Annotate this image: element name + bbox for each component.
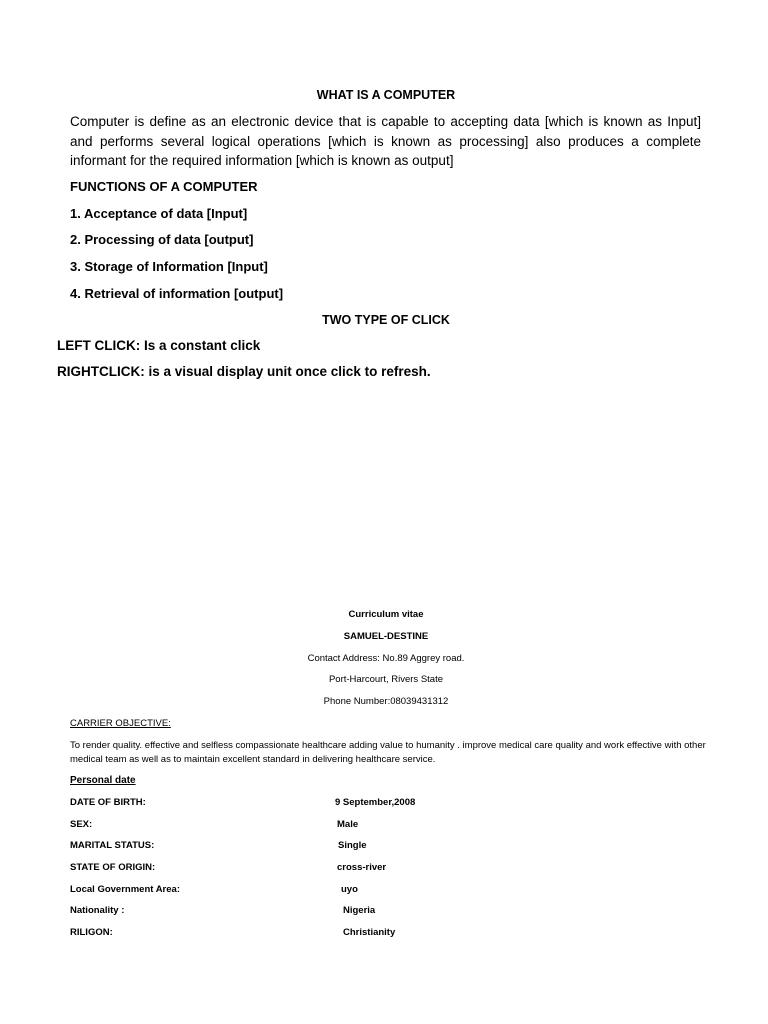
right-click-definition: RIGHTCLICK: is a visual display unit once click to refresh. <box>57 364 431 379</box>
detail-label-lga: Local Government Area: <box>70 884 180 895</box>
personal-data-label: Personal date <box>70 775 136 786</box>
function-item: 2. Processing of data [output] <box>70 232 254 247</box>
cv-address-line2: Port-Harcourt, Rivers State <box>328 674 444 685</box>
cv-name: SAMUEL-DESTINE <box>343 631 429 642</box>
detail-label-state-of-origin: STATE OF ORIGIN: <box>70 862 156 873</box>
function-item: 1. Acceptance of data [Input] <box>70 206 248 221</box>
detail-label-marital-status: MARITAL STATUS: <box>70 840 155 851</box>
functions-title: FUNCTIONS OF A COMPUTER <box>70 179 258 194</box>
cv-heading: Curriculum vitae <box>348 609 424 620</box>
function-item: 3. Storage of Information [Input] <box>70 259 268 274</box>
detail-value-lga: uyo <box>341 884 358 895</box>
section-title-what-is-a-computer: WHAT IS A COMPUTER <box>316 88 456 102</box>
detail-value-nationality: Nigeria <box>343 905 376 916</box>
detail-value-religion: Christianity <box>343 927 396 938</box>
function-item: 4. Retrieval of information [output] <box>70 286 284 301</box>
section-title-two-type-of-click: TWO TYPE OF CLICK <box>322 313 450 327</box>
cv-address-line1: Contact Address: No.89 Aggrey road. <box>307 653 465 664</box>
detail-value-marital-status: Single <box>338 840 367 851</box>
computer-definition-paragraph: Computer is define as an electronic device that is capable to accepting data [which is known as Input] and performs several logical operations [which is known as processing] also produces a complete informant for the required information [which is known as output] <box>70 114 701 168</box>
detail-label-sex: SEX: <box>70 819 93 830</box>
objective-text: To render quality. effective and selfless compassionate healthcare adding value to humanity . improve medical care quality and work effective with other medical team as well as to maintain excellent standard in delivering healthcare service. <box>70 740 706 765</box>
detail-label-dob: DATE OF BIRTH: <box>70 797 146 808</box>
objective-label: CARRIER OBJECTIVE: <box>70 718 171 729</box>
left-click-definition: LEFT CLICK: Is a constant click <box>57 338 261 353</box>
detail-label-nationality: Nationality : <box>70 905 125 916</box>
detail-label-religion: RILIGON: <box>70 927 113 938</box>
detail-value-state-of-origin: cross-river <box>337 862 387 873</box>
detail-value-sex: Male <box>337 819 359 830</box>
cv-phone: Phone Number:08039431312 <box>323 696 449 707</box>
detail-value-dob: 9 September,2008 <box>335 797 416 808</box>
